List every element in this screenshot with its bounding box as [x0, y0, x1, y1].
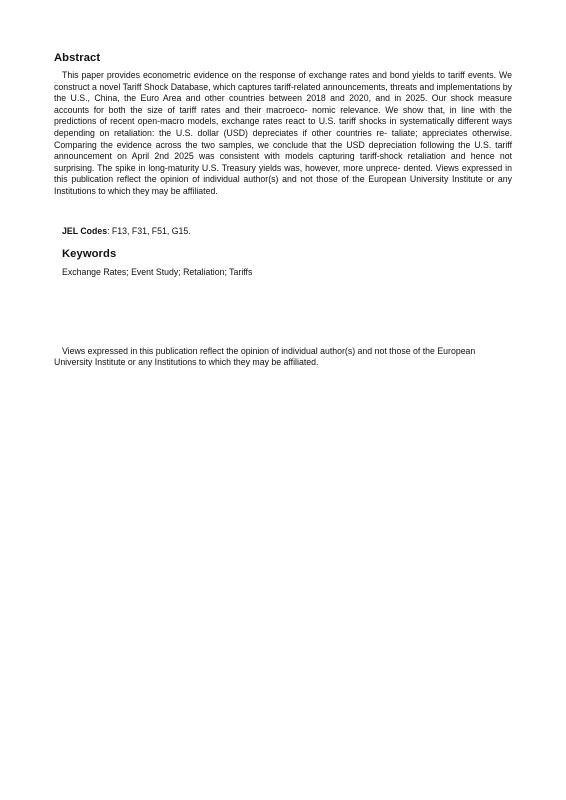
jel-codes-label: JEL Codes — [62, 225, 108, 236]
keywords-list: Exchange Rates; Event Study; Retaliation; Tariffs — [62, 266, 253, 277]
abstract-body: This paper provides econometric evidence on the response of exchange rates and bond yields to tariff events. We construct a novel Tariff Shock Database, which captures tariff-related announcements, threats and implementations by the U.S., China, the Euro Area and other countries between 2018 and 2020, and in 2025. Our shock measure accounts for both the size of tariff rates and their macroeco- nomic relevance. We show that, in line with the predictions of recent open-macro models, exchange rates react to U.S. tariff shocks in systematically different ways depending on retaliation: the U.S. dollar (USD) depreciates if other countries re- taliate; appreciates otherwise. Comparing the evidence across the two samples, we conclude that the USD depreciation following the U.S. tariff announcement on April 2nd 2025 was consistent with models capturing tariff-shock retaliation and hence not surprising. The spike in long-maturity U.S. Treasury yields was, however, more unprece- dented. Views expressed in this publication reflect the opinion of individual author(s) and not those of the European University Institute or any Institutions to which they may be affiliated. — [54, 70, 512, 196]
jel-codes-values: : F13, F31, F51, G15. — [107, 225, 191, 236]
jel-codes-line — [54, 226, 512, 236]
document-page — [54, 52, 512, 377]
abstract-heading: Abstract — [54, 52, 101, 64]
keywords-heading: Keywords — [62, 247, 117, 260]
disclaimer-text: Views expressed in this publication reflect the opinion of individual author(s) and not those of the European University Institute or any Institutions to which they may be affiliated. — [54, 345, 476, 368]
